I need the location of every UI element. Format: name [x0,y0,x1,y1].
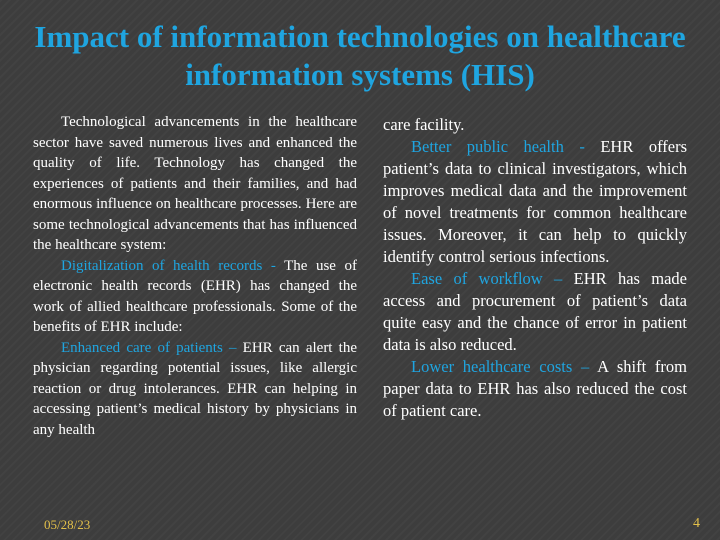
care-text: EHR can alert the physician regarding potential issues, like allergic reaction or drug intolerances. EHR can helping in accessing patient’s medical history by physicians in any health [33,339,357,438]
care-heading: Enhanced care of patients – [61,339,243,356]
public-health-paragraph [383,136,687,268]
costs-text: A shift from paper data to EHR has also reduced the cost of patient care. [383,357,688,420]
public-health-heading: Better public health - [411,137,601,156]
ehr-heading: Digitalization of health records - [61,257,285,274]
public-health-text: EHR offers patient’s data to clinical investigators, which improves medical data and the improvement of novel treatments for common healthcare issues. Moreover, it can help to quickly identify control serious infections. [383,137,687,266]
right-text-column [383,114,687,422]
slide-title: Impact of information technologies on healthcare information systems (HIS) [34,19,686,92]
costs-paragraph [383,356,687,422]
care-paragraph [33,338,357,441]
workflow-text: EHR has made access and procurement of patient’s data quite easy and the chance of error in patient data is also reduced. [383,269,687,354]
ehr-text: The use of electronic health records (EHR) has changed the work of allied healthcare professionals. Some of the benefits of EHR include: [33,257,357,335]
ehr-paragraph [33,256,357,338]
workflow-heading: Ease of workflow – [411,269,574,288]
workflow-paragraph [383,268,687,356]
costs-heading: Lower healthcare costs – [411,357,598,376]
care-continued: care facility. [383,115,465,134]
left-text-column [33,112,357,440]
intro-paragraph: Technological advancements in the healthcare sector have saved numerous lives and enhanced the quality of life. Technology has changed the experiences of patients and their families, and had enormous influence on healthcare processes. Here are some technological advancements that has influenced the healthcare system: [33,114,357,253]
slide-page-number: 4 [693,516,700,531]
slide-date: 05/28/23 [44,517,91,532]
